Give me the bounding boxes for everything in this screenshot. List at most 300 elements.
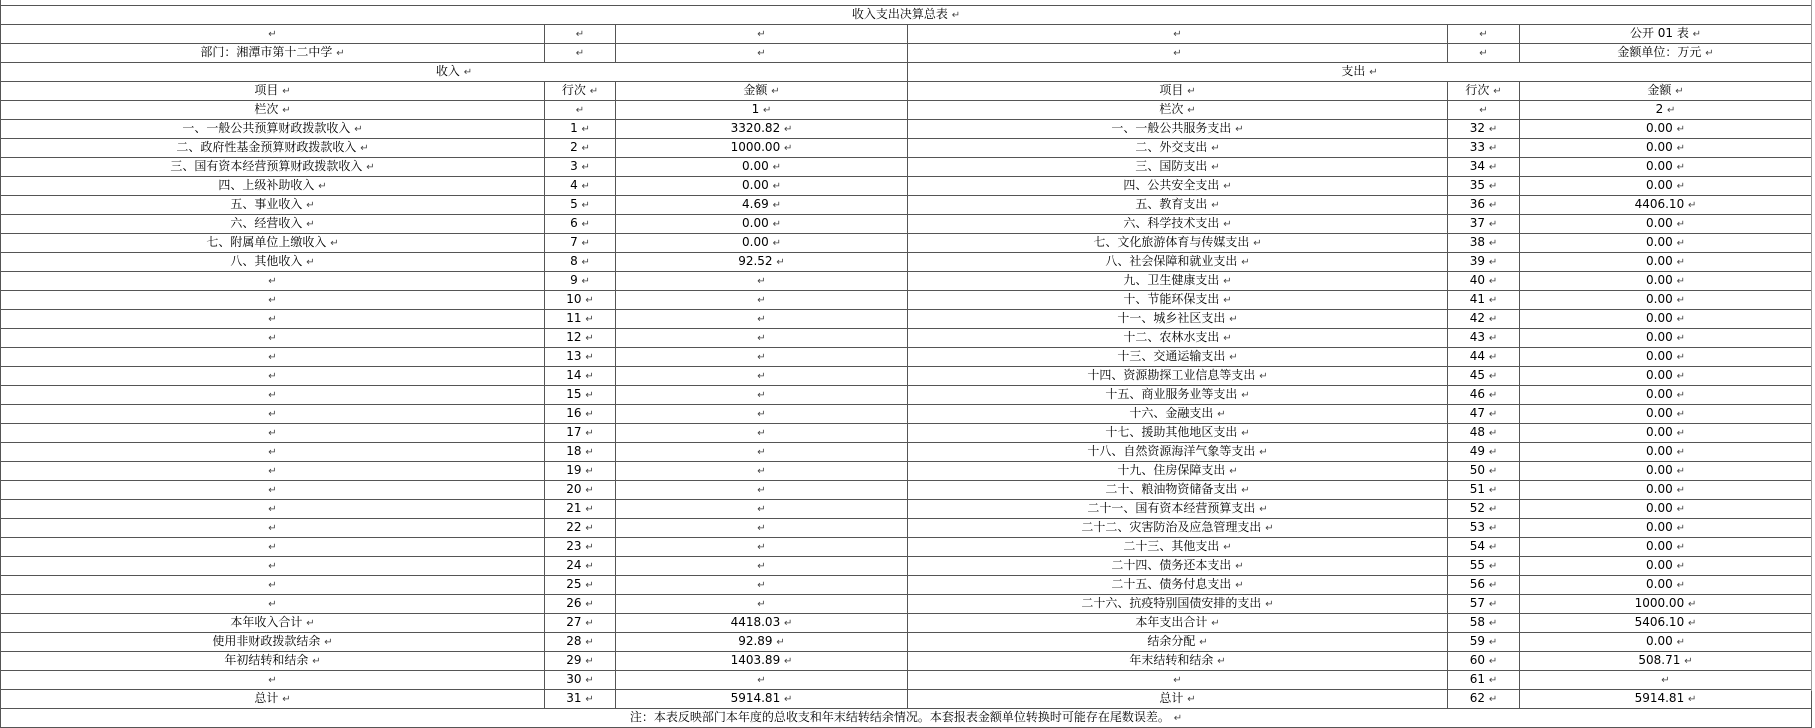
paragraph-mark-icon: ↵ bbox=[585, 656, 594, 667]
expense-amount-cell bbox=[1520, 443, 1812, 462]
cell-value: 5914.81 bbox=[1634, 691, 1685, 705]
paragraph-mark-icon: ↵ bbox=[1223, 295, 1232, 306]
cell-value: 一、一般公共预算财政拨款收入 bbox=[182, 121, 351, 135]
section-header bbox=[1, 63, 1812, 82]
table-row bbox=[1, 424, 1812, 443]
income-item-cell bbox=[1, 101, 545, 120]
cell-value: 0.00 bbox=[1646, 520, 1673, 534]
cell-value: 92.89 bbox=[738, 634, 773, 648]
income-line-no-cell bbox=[545, 481, 616, 500]
cell-value: 六、科学技术支出 bbox=[1123, 216, 1220, 230]
cell-value: 5 bbox=[570, 197, 578, 211]
expense-line-no-cell bbox=[1448, 101, 1520, 120]
expense-amount-cell bbox=[1520, 500, 1812, 519]
expense-line-no-cell bbox=[1448, 443, 1520, 462]
cell-value: 26 bbox=[566, 596, 582, 610]
paragraph-mark-icon: ↵ bbox=[1488, 257, 1498, 268]
paragraph-mark-icon: ↵ bbox=[1265, 523, 1274, 534]
expense-item-cell bbox=[908, 386, 1448, 405]
paragraph-mark-icon: ↵ bbox=[757, 580, 766, 591]
cell-value: 20 bbox=[566, 482, 582, 496]
expense-amount-cell bbox=[1520, 101, 1812, 120]
paragraph-mark-icon: ↵ bbox=[1488, 656, 1498, 667]
cell-value: 60 bbox=[1469, 653, 1486, 667]
paragraph-mark-icon: ↵ bbox=[268, 561, 277, 572]
expense-line-no-cell bbox=[1448, 177, 1520, 196]
cell-value: 0.00 bbox=[1646, 330, 1673, 344]
income-item-cell bbox=[1, 310, 545, 329]
paragraph-mark-icon: ↵ bbox=[1676, 295, 1685, 306]
expense-amount-cell bbox=[1520, 633, 1812, 652]
cell-value: 九、卫生健康支出 bbox=[1123, 273, 1220, 287]
paragraph-mark-icon: ↵ bbox=[776, 257, 785, 268]
expense-item-cell bbox=[908, 196, 1448, 215]
paragraph-mark-icon: ↵ bbox=[585, 542, 594, 553]
paragraph-mark-icon: ↵ bbox=[757, 276, 766, 287]
cell-value: 本年支出合计 bbox=[1135, 615, 1208, 629]
expense-item-cell bbox=[908, 139, 1448, 158]
paragraph-mark-icon: ↵ bbox=[1211, 162, 1220, 173]
paragraph-mark-icon: ↵ bbox=[585, 428, 594, 439]
paragraph-mark-icon: ↵ bbox=[757, 542, 766, 553]
paragraph-mark-icon: ↵ bbox=[1488, 428, 1498, 439]
income-item-cell bbox=[1, 557, 545, 576]
income-item-cell bbox=[1, 25, 545, 44]
cell-value: 58 bbox=[1469, 615, 1486, 629]
paragraph-mark-icon: ↵ bbox=[575, 29, 585, 40]
paragraph-mark-icon: ↵ bbox=[757, 352, 766, 363]
paragraph-mark-icon: ↵ bbox=[306, 219, 315, 230]
table-row bbox=[1, 500, 1812, 519]
income-line-no-cell bbox=[545, 196, 616, 215]
paragraph-mark-icon: ↵ bbox=[1259, 447, 1268, 458]
expense-amount-cell bbox=[1520, 291, 1812, 310]
cell-value: 19 bbox=[566, 463, 582, 477]
income-section-label: 收入 bbox=[435, 64, 460, 78]
paragraph-mark-icon: ↵ bbox=[1241, 390, 1250, 401]
income-item-cell bbox=[1, 139, 545, 158]
paragraph-mark-icon: ↵ bbox=[757, 523, 766, 534]
income-amount-cell bbox=[616, 158, 908, 177]
cell-value: 金额 bbox=[743, 83, 768, 97]
expense-line-no-cell bbox=[1448, 348, 1520, 367]
paragraph-mark-icon: ↵ bbox=[1676, 485, 1685, 496]
cell-value: 总计 bbox=[254, 691, 279, 705]
income-item-cell bbox=[1, 158, 545, 177]
cell-value: 43 bbox=[1469, 330, 1486, 344]
expense-amount-cell bbox=[1520, 329, 1812, 348]
cell-value: 十九、住房保障支出 bbox=[1117, 463, 1226, 477]
paragraph-mark-icon: ↵ bbox=[1187, 105, 1196, 116]
expense-amount-cell bbox=[1520, 519, 1812, 538]
paragraph-mark-icon: ↵ bbox=[585, 675, 594, 686]
income-amount-cell bbox=[616, 557, 908, 576]
expense-amount-cell bbox=[1520, 462, 1812, 481]
expense-item-cell bbox=[908, 25, 1448, 44]
income-item-cell bbox=[1, 538, 545, 557]
paragraph-mark-icon: ↵ bbox=[1488, 314, 1498, 325]
cell-value: 4.69 bbox=[742, 197, 769, 211]
cell-value: 0.00 bbox=[1646, 349, 1673, 363]
income-item-cell bbox=[1, 614, 545, 633]
cell-value: 25 bbox=[566, 577, 582, 591]
expense-line-no-cell bbox=[1448, 253, 1520, 272]
cell-value: 0.00 bbox=[1646, 387, 1673, 401]
income-item-cell bbox=[1, 671, 545, 690]
expense-line-no-cell bbox=[1448, 44, 1520, 63]
paragraph-mark-icon: ↵ bbox=[585, 523, 594, 534]
table-row bbox=[1, 348, 1812, 367]
paragraph-mark-icon: ↵ bbox=[585, 390, 594, 401]
income-item-cell bbox=[1, 329, 545, 348]
expense-item-cell bbox=[908, 614, 1448, 633]
income-amount-cell bbox=[616, 234, 908, 253]
income-amount-cell bbox=[616, 424, 908, 443]
paragraph-mark-icon: ↵ bbox=[1488, 390, 1498, 401]
paragraph-mark-icon: ↵ bbox=[1676, 447, 1685, 458]
expense-item-cell bbox=[908, 538, 1448, 557]
expense-section-header bbox=[908, 63, 1812, 82]
table-row bbox=[1, 576, 1812, 595]
table-row bbox=[1, 291, 1812, 310]
expense-item-cell bbox=[908, 557, 1448, 576]
cell-value: 十六、金融支出 bbox=[1129, 406, 1214, 420]
paragraph-mark-icon: ↵ bbox=[581, 257, 590, 268]
income-line-no-cell bbox=[545, 690, 616, 709]
cell-value: 51 bbox=[1469, 482, 1486, 496]
income-line-no-cell bbox=[545, 177, 616, 196]
cell-value: 1000.00 bbox=[1634, 596, 1685, 610]
paragraph-mark-icon: ↵ bbox=[585, 295, 594, 306]
income-item-cell bbox=[1, 481, 545, 500]
expense-amount-cell bbox=[1520, 405, 1812, 424]
paragraph-mark-icon: ↵ bbox=[1488, 542, 1498, 553]
paragraph-mark-icon: ↵ bbox=[1676, 580, 1685, 591]
paragraph-mark-icon: ↵ bbox=[268, 466, 277, 477]
page-edge bbox=[1811, 0, 1815, 691]
income-line-no-cell bbox=[545, 671, 616, 690]
income-amount-cell bbox=[616, 443, 908, 462]
cell-value: 十四、资源勘探工业信息等支出 bbox=[1087, 368, 1256, 382]
income-line-no-cell bbox=[545, 329, 616, 348]
cell-value: 0.00 bbox=[1646, 140, 1673, 154]
expense-amount-cell bbox=[1520, 386, 1812, 405]
expense-line-no-cell bbox=[1448, 481, 1520, 500]
cell-value: 0.00 bbox=[1646, 425, 1673, 439]
income-line-no-cell bbox=[545, 405, 616, 424]
table-row bbox=[1, 329, 1812, 348]
paragraph-mark-icon: ↵ bbox=[1223, 542, 1232, 553]
expense-line-no-cell bbox=[1448, 82, 1520, 101]
income-line-no-cell bbox=[545, 291, 616, 310]
paragraph-mark-icon: ↵ bbox=[282, 105, 291, 116]
income-item-cell bbox=[1, 348, 545, 367]
paragraph-mark-icon: ↵ bbox=[268, 599, 277, 610]
cell-value: 24 bbox=[566, 558, 582, 572]
paragraph-mark-icon: ↵ bbox=[771, 86, 780, 97]
paragraph-mark-icon: ↵ bbox=[575, 48, 585, 59]
paragraph-mark-icon: ↵ bbox=[772, 238, 781, 249]
paragraph-mark-icon: ↵ bbox=[268, 314, 277, 325]
cell-value: 54 bbox=[1469, 539, 1486, 553]
expense-amount-cell bbox=[1520, 82, 1812, 101]
paragraph-mark-icon: ↵ bbox=[1229, 466, 1238, 477]
paragraph-mark-icon: ↵ bbox=[268, 675, 277, 686]
paragraph-mark-icon: ↵ bbox=[1223, 181, 1232, 192]
cell-value: 7 bbox=[570, 235, 578, 249]
expense-amount-cell bbox=[1520, 44, 1812, 63]
cell-value: 1000.00 bbox=[730, 140, 781, 154]
cell-value: 0.00 bbox=[1646, 159, 1673, 173]
cell-value: 36 bbox=[1469, 197, 1486, 211]
cell-value: 总计 bbox=[1159, 691, 1184, 705]
income-item-cell bbox=[1, 633, 545, 652]
paragraph-mark-icon: ↵ bbox=[1253, 238, 1262, 249]
cell-value: 三、国有资本经营预算财政拨款收入 bbox=[170, 159, 363, 173]
paragraph-mark-icon: ↵ bbox=[1488, 181, 1498, 192]
expense-item-cell bbox=[908, 44, 1448, 63]
cell-value: 9 bbox=[570, 273, 578, 287]
paragraph-mark-icon: ↵ bbox=[585, 580, 594, 591]
paragraph-mark-icon: ↵ bbox=[1676, 219, 1685, 230]
cell-value: 41 bbox=[1469, 292, 1486, 306]
expense-amount-cell bbox=[1520, 158, 1812, 177]
paragraph-mark-icon: ↵ bbox=[1661, 675, 1670, 686]
expense-item-cell bbox=[908, 329, 1448, 348]
paragraph-mark-icon: ↵ bbox=[360, 143, 369, 154]
cell-value: 二十、粮油物资储备支出 bbox=[1105, 482, 1238, 496]
income-item-cell bbox=[1, 367, 545, 386]
cell-value: 八、其他收入 bbox=[230, 254, 303, 268]
expense-line-no-cell bbox=[1448, 215, 1520, 234]
paragraph-mark-icon: ↵ bbox=[1676, 390, 1685, 401]
paragraph-mark-icon: ↵ bbox=[268, 371, 277, 382]
cell-value: 5406.10 bbox=[1634, 615, 1685, 629]
income-amount-cell bbox=[616, 25, 908, 44]
income-amount-cell bbox=[616, 481, 908, 500]
expense-item-cell bbox=[908, 215, 1448, 234]
cell-value: 本年收入合计 bbox=[230, 615, 303, 629]
expense-item-cell bbox=[908, 158, 1448, 177]
expense-line-no-cell bbox=[1448, 405, 1520, 424]
paragraph-mark-icon: ↵ bbox=[268, 485, 277, 496]
cell-value: 0.00 bbox=[1646, 254, 1673, 268]
cell-value: 一、一般公共服务支出 bbox=[1111, 121, 1232, 135]
paragraph-mark-icon: ↵ bbox=[589, 86, 599, 97]
paragraph-mark-icon: ↵ bbox=[585, 466, 594, 477]
cell-value: 部门：湘潭市第十二中学 bbox=[200, 45, 333, 59]
expense-line-no-cell bbox=[1448, 25, 1520, 44]
paragraph-mark-icon: ↵ bbox=[581, 200, 590, 211]
income-item-cell bbox=[1, 253, 545, 272]
paragraph-mark-icon: ↵ bbox=[1211, 618, 1220, 629]
cell-value: 45 bbox=[1469, 368, 1486, 382]
income-line-no-cell bbox=[545, 348, 616, 367]
cell-value: 使用非财政拨款结余 bbox=[212, 634, 321, 648]
expense-item-cell bbox=[908, 500, 1448, 519]
paragraph-mark-icon: ↵ bbox=[1488, 371, 1498, 382]
paragraph-mark-icon: ↵ bbox=[581, 238, 590, 249]
footnote bbox=[1, 709, 1812, 728]
table-row bbox=[1, 405, 1812, 424]
cell-value: 16 bbox=[566, 406, 582, 420]
paragraph-mark-icon: ↵ bbox=[1229, 352, 1238, 363]
cell-value: 12 bbox=[566, 330, 582, 344]
paragraph-mark-icon: ↵ bbox=[1241, 257, 1250, 268]
paragraph-mark-icon: ↵ bbox=[1667, 105, 1676, 116]
expense-amount-cell bbox=[1520, 557, 1812, 576]
expense-item-cell bbox=[908, 253, 1448, 272]
paragraph-mark-icon: ↵ bbox=[1488, 333, 1498, 344]
paragraph-mark-icon: ↵ bbox=[585, 637, 594, 648]
cell-value: 0.00 bbox=[1646, 558, 1673, 572]
paragraph-mark-icon: ↵ bbox=[1211, 143, 1220, 154]
column-header-rows bbox=[1, 82, 1812, 120]
paragraph-mark-icon: ↵ bbox=[1676, 257, 1685, 268]
income-line-no-cell bbox=[545, 44, 616, 63]
income-line-no-cell bbox=[545, 443, 616, 462]
income-item-cell bbox=[1, 690, 545, 709]
paragraph-mark-icon: ↵ bbox=[585, 618, 594, 629]
cell-value: 57 bbox=[1469, 596, 1486, 610]
expense-line-no-cell bbox=[1448, 234, 1520, 253]
cell-value: 0.00 bbox=[1646, 292, 1673, 306]
report-title bbox=[1, 6, 1812, 25]
cell-value: 十一、城乡社区支出 bbox=[1117, 311, 1226, 325]
income-amount-cell bbox=[616, 348, 908, 367]
paragraph-mark-icon: ↵ bbox=[1488, 485, 1498, 496]
expense-amount-cell bbox=[1520, 310, 1812, 329]
paragraph-mark-icon: ↵ bbox=[268, 409, 277, 420]
paragraph-mark-icon: ↵ bbox=[1211, 200, 1220, 211]
table-row bbox=[1, 481, 1812, 500]
expense-item-cell bbox=[908, 633, 1448, 652]
paragraph-mark-icon: ↵ bbox=[268, 276, 277, 287]
paragraph-mark-icon: ↵ bbox=[1692, 29, 1702, 40]
cell-value: 10 bbox=[566, 292, 582, 306]
paragraph-mark-icon: ↵ bbox=[1676, 428, 1685, 439]
paragraph-mark-icon: ↵ bbox=[1187, 694, 1196, 705]
income-line-no-cell bbox=[545, 253, 616, 272]
cell-value: 年末结转和结余 bbox=[1129, 653, 1214, 667]
expense-amount-cell bbox=[1520, 481, 1812, 500]
paragraph-mark-icon: ↵ bbox=[1488, 580, 1498, 591]
paragraph-mark-icon: ↵ bbox=[1676, 238, 1685, 249]
paragraph-mark-icon: ↵ bbox=[1488, 447, 1498, 458]
income-amount-cell bbox=[616, 101, 908, 120]
income-amount-cell bbox=[616, 329, 908, 348]
cell-value: 30 bbox=[566, 672, 582, 686]
income-item-cell bbox=[1, 215, 545, 234]
paragraph-mark-icon: ↵ bbox=[757, 466, 766, 477]
paragraph-mark-icon: ↵ bbox=[330, 238, 339, 249]
cell-value: 4406.10 bbox=[1634, 197, 1685, 211]
expense-amount-cell bbox=[1520, 25, 1812, 44]
paragraph-mark-icon: ↵ bbox=[757, 485, 766, 496]
cell-value: 二十一、国有资本经营预算支出 bbox=[1087, 501, 1256, 515]
table-row bbox=[1, 519, 1812, 538]
expense-line-no-cell bbox=[1448, 196, 1520, 215]
paragraph-mark-icon: ↵ bbox=[1223, 219, 1232, 230]
cell-value: 二十三、其他支出 bbox=[1123, 539, 1220, 553]
paragraph-mark-icon: ↵ bbox=[1488, 523, 1498, 534]
paragraph-mark-icon: ↵ bbox=[585, 314, 594, 325]
paragraph-mark-icon: ↵ bbox=[585, 504, 594, 515]
cell-value: 3 bbox=[570, 159, 578, 173]
cell-value: 29 bbox=[566, 653, 582, 667]
paragraph-mark-icon: ↵ bbox=[1676, 466, 1685, 477]
cell-value: 项目 bbox=[254, 83, 279, 97]
paragraph-mark-icon: ↵ bbox=[1488, 276, 1498, 287]
expense-line-no-cell bbox=[1448, 310, 1520, 329]
cell-value: 2 bbox=[1655, 102, 1664, 116]
paragraph-mark-icon: ↵ bbox=[1488, 694, 1498, 705]
cell-value: 七、附属单位上缴收入 bbox=[206, 235, 327, 249]
cell-value: 十、节能环保支出 bbox=[1123, 292, 1220, 306]
paragraph-mark-icon: ↵ bbox=[1705, 48, 1714, 59]
income-line-no-cell bbox=[545, 25, 616, 44]
paragraph-mark-icon: ↵ bbox=[312, 656, 321, 667]
paragraph-mark-icon: ↵ bbox=[1241, 428, 1250, 439]
cell-value: 三、国防支出 bbox=[1135, 159, 1208, 173]
paragraph-mark-icon: ↵ bbox=[1488, 200, 1498, 211]
cell-value: 11 bbox=[566, 311, 582, 325]
income-amount-cell bbox=[616, 215, 908, 234]
paragraph-mark-icon: ↵ bbox=[757, 371, 766, 382]
paragraph-mark-icon: ↵ bbox=[1676, 162, 1685, 173]
table-row bbox=[1, 386, 1812, 405]
cell-value: 31 bbox=[566, 691, 582, 705]
paragraph-mark-icon: ↵ bbox=[1488, 124, 1498, 135]
paragraph-mark-icon: ↵ bbox=[1235, 580, 1244, 591]
note-row bbox=[1, 709, 1812, 728]
expense-item-cell bbox=[908, 177, 1448, 196]
paragraph-mark-icon: ↵ bbox=[1676, 371, 1685, 382]
table-row bbox=[1, 595, 1812, 614]
cell-value: 金额单位：万元 bbox=[1617, 45, 1702, 59]
expense-item-cell bbox=[908, 671, 1448, 690]
expense-line-no-cell bbox=[1448, 500, 1520, 519]
section-row bbox=[1, 63, 1812, 82]
cell-value: 508.71 bbox=[1638, 653, 1681, 667]
paragraph-mark-icon: ↵ bbox=[581, 276, 590, 287]
income-line-no-cell bbox=[545, 557, 616, 576]
paragraph-mark-icon: ↵ bbox=[784, 143, 793, 154]
cell-value: 0.00 bbox=[1646, 216, 1673, 230]
cell-value: 二十六、抗疫特别国债安排的支出 bbox=[1081, 596, 1262, 610]
paragraph-mark-icon: ↵ bbox=[1265, 599, 1274, 610]
expense-item-cell bbox=[908, 481, 1448, 500]
paragraph-mark-icon: ↵ bbox=[1173, 48, 1182, 59]
income-amount-cell bbox=[616, 614, 908, 633]
income-amount-cell bbox=[616, 462, 908, 481]
income-line-no-cell bbox=[545, 386, 616, 405]
income-amount-cell bbox=[616, 196, 908, 215]
paragraph-mark-icon: ↵ bbox=[1676, 637, 1685, 648]
expense-amount-cell bbox=[1520, 614, 1812, 633]
paragraph-mark-icon: ↵ bbox=[1676, 143, 1685, 154]
income-line-no-cell bbox=[545, 652, 616, 671]
paragraph-mark-icon: ↵ bbox=[784, 656, 793, 667]
cell-value: 0.00 bbox=[1646, 121, 1673, 135]
expense-line-no-cell bbox=[1448, 139, 1520, 158]
paragraph-mark-icon: ↵ bbox=[268, 390, 277, 401]
income-amount-cell bbox=[616, 538, 908, 557]
expense-item-cell bbox=[908, 291, 1448, 310]
expense-item-cell bbox=[908, 519, 1448, 538]
expense-item-cell bbox=[908, 424, 1448, 443]
income-amount-cell bbox=[616, 253, 908, 272]
